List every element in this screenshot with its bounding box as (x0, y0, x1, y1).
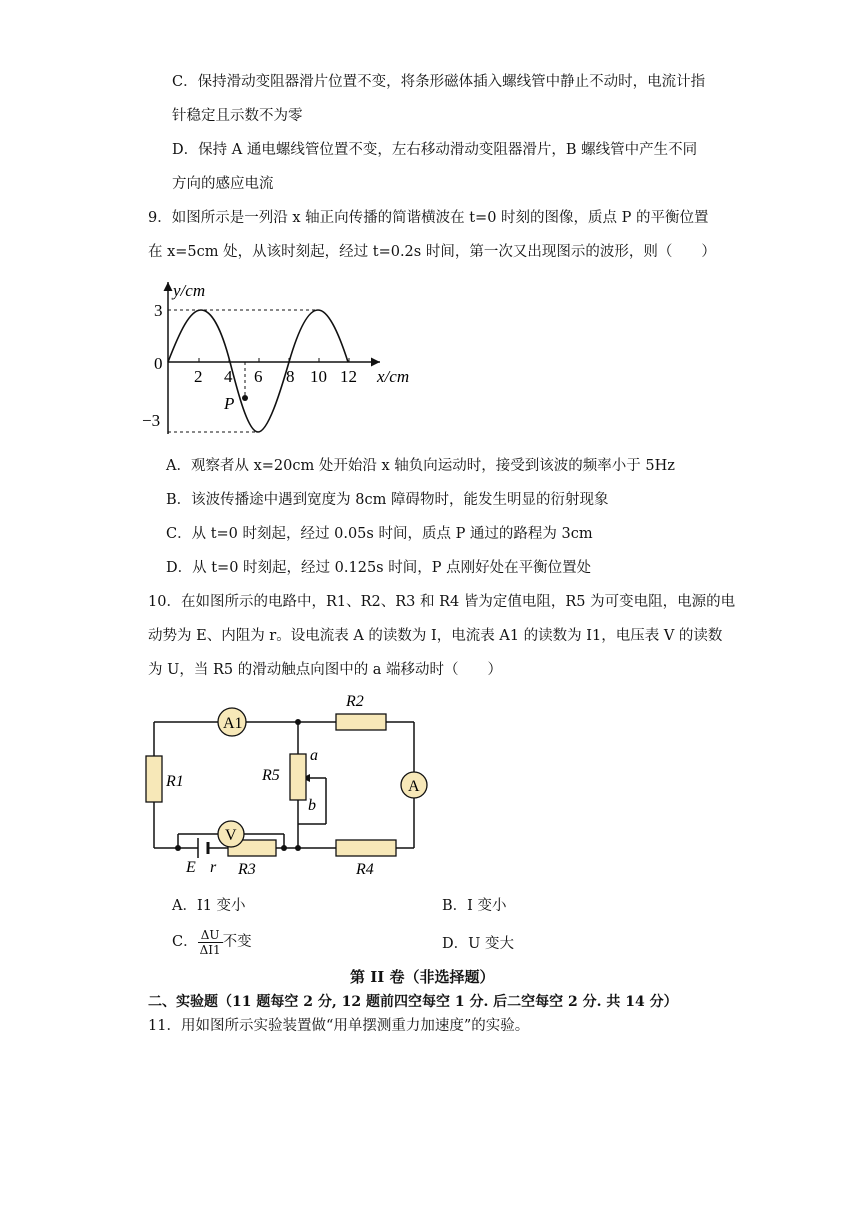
x-tick-12: 12 (340, 367, 357, 386)
r4-label: R4 (356, 861, 374, 878)
x-tick-10: 10 (310, 367, 327, 386)
part2-title: 第 II 卷（非选择题） (350, 968, 495, 986)
section-heading: 二、实验题（11 题每空 2 分, 12 题前四空每空 1 分. 后二空每空 2 分. 共 14 分） (148, 994, 678, 1010)
x-tick-6: 6 (254, 367, 263, 386)
q8-option-c-line2: 针稳定且示数不为零 (172, 108, 303, 124)
r5-label: R5 (262, 767, 280, 784)
q10-option-b: B．I 变小 (442, 898, 507, 914)
x-tick-8: 8 (286, 367, 295, 386)
q8-option-d-line2: 方向的感应电流 (172, 176, 274, 192)
circuit-diagram (140, 688, 440, 884)
wave-graph (140, 276, 430, 442)
r5-resistor (290, 754, 306, 800)
e-label: E (186, 859, 196, 876)
r-label: r (210, 859, 217, 876)
r2-resistor (336, 714, 386, 730)
y-tick-neg3: −3 (142, 411, 161, 430)
x-tick-2: 2 (194, 367, 203, 386)
a1-label: A1 (223, 715, 243, 732)
q11-stem: 11．用如图所示实验装置做“用单摆测重力加速度”的实验。 (148, 1018, 530, 1034)
r4-resistor (336, 840, 396, 856)
q8-option-c-line1: C．保持滑动变阻器滑片位置不变，将条形磁体插入螺线管中静止不动时，电流计指 (172, 74, 706, 90)
q9-option-d: D．从 t=0 时刻起，经过 0.125s 时间，P 点刚好处在平衡位置处 (166, 560, 592, 576)
origin-label: 0 (154, 354, 163, 373)
r3-label: R3 (238, 861, 256, 878)
q10-option-c: C． $\frac{\Delta U}{\Delta I1}$ 不变 (172, 927, 252, 957)
v-label: V (225, 827, 237, 844)
r1-resistor (146, 756, 162, 802)
q8-option-d-line1: D．保持 A 通电螺线管位置不变，左右移动滑动变阻器滑片，B 螺线管中产生不同 (172, 142, 698, 158)
q9-option-b: B．该波传播途中遇到宽度为 8cm 障碍物时，能发生明显的衍射现象 (166, 492, 609, 508)
q10-stem-line2: 动势为 E、内阻为 r。设电流表 A 的读数为 I，电流表 A1 的读数为 I1，电压表 V 的读数 (148, 628, 723, 644)
q9-stem-line1: 9．如图所示是一列沿 x 轴正向传播的简谐横波在 t=0 时刻的图像，质点 P 的平衡位置 (148, 210, 709, 226)
q10-stem-line3: 为 U，当 R5 的滑动触点向图中的 a 端移动时（ ） (148, 662, 503, 678)
a-end-label: a (310, 747, 318, 764)
y-tick-3: 3 (154, 301, 163, 320)
b-end-label: b (308, 797, 316, 814)
y-axis-label: y/cm (173, 281, 206, 300)
x-tick-4: 4 (224, 367, 233, 386)
q9-option-a: A．观察者从 x=20cm 处开始沿 x 轴负向运动时，接受到该波的频率小于 5Hz (166, 458, 675, 474)
x-axis-label: x/cm (377, 367, 410, 386)
point-p (242, 395, 248, 401)
point-p-label: P (224, 394, 235, 413)
q10-option-d: D．U 变大 (442, 936, 514, 952)
q9-stem-line2: 在 x=5cm 处，从该时刻起，经过 t=0.2s 时间，第一次又出现图示的波形，则（ ） (148, 244, 716, 260)
r2-label: R2 (346, 693, 364, 710)
q10-stem-line1: 10．在如图所示的电路中，R1、R2、R3 和 R4 皆为定值电阻，R5 为可变电阻，电源的电 (148, 594, 736, 610)
r1-label: R1 (166, 773, 184, 790)
delta-fraction: $\frac{\Delta U}{\Delta I1}$ (199, 927, 221, 957)
q9-option-c: C．从 t=0 时刻起，经过 0.05s 时间，质点 P 通过的路程为 3cm (166, 526, 593, 542)
q10-option-a: A．I1 变小 (172, 898, 246, 914)
a-label: A (408, 778, 420, 795)
